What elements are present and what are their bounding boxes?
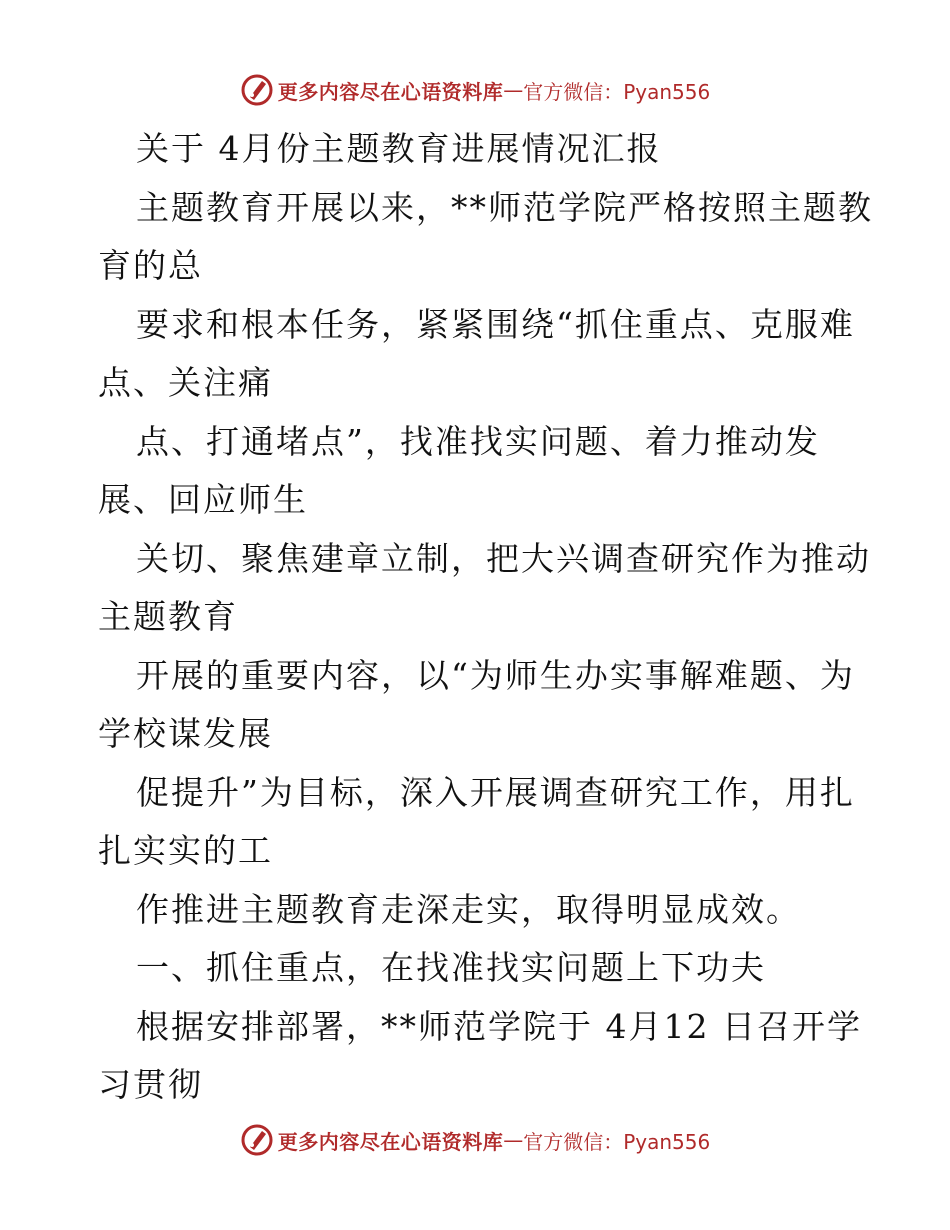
paragraph-line: 开展的重要内容，以“为师生办实事解难题、为	[136, 655, 855, 695]
header-watermark	[0, 70, 950, 110]
paragraph-line: 关切、聚焦建章立制，把大兴调查研究作为推动	[136, 538, 871, 578]
paragraph-line: 育的总	[98, 246, 203, 285]
watermark-tail: 官方微信：Pyan556	[523, 79, 711, 104]
paragraph-line: 学校谋发展	[98, 714, 273, 753]
paragraph-line: 点、打通堵点”，找准找实问题、着力推动发	[136, 421, 820, 461]
paragraph-line: 主题教育开展以来，**师范学院严格按照主题教	[136, 187, 873, 227]
paragraph-line: 点、关注痛	[98, 363, 273, 402]
paragraph-line: 要求和根本任务，紧紧围绕“抓住重点、克服难	[136, 304, 855, 344]
paragraph-line: 习贯彻	[98, 1065, 203, 1104]
document-body	[98, 120, 873, 1115]
watermark-separator: —	[503, 1128, 524, 1152]
watermark-text: 更多内容尽在心语资料库	[277, 79, 504, 104]
paragraph-line: 促提升”为目标，深入开展调查研究工作，用扎	[136, 772, 855, 812]
paragraph-line: 扎实实的工	[98, 831, 273, 870]
watermark-text: 更多内容尽在心语资料库	[277, 1129, 504, 1154]
watermark-tail: 官方微信：Pyan556	[523, 1129, 711, 1154]
watermark-separator: —	[503, 78, 524, 102]
paragraph-line: 一、抓住重点，在找准找实问题上下功夫	[136, 948, 766, 987]
paragraph-line: 作推进主题教育走深走实，取得明显成效。	[136, 889, 801, 929]
paragraph-line: 主题教育	[98, 597, 238, 636]
paragraph-line: 根据安排部署，**师范学院于 4月12 日召开学	[136, 1006, 862, 1046]
pen-circle-logo-icon	[240, 1123, 274, 1157]
footer-watermark	[0, 1120, 950, 1160]
paragraph-line: 展、回应师生	[98, 480, 308, 519]
pen-circle-logo-icon	[240, 73, 274, 107]
paragraph-line: 关于 4月份主题教育进展情况汇报	[136, 129, 662, 168]
